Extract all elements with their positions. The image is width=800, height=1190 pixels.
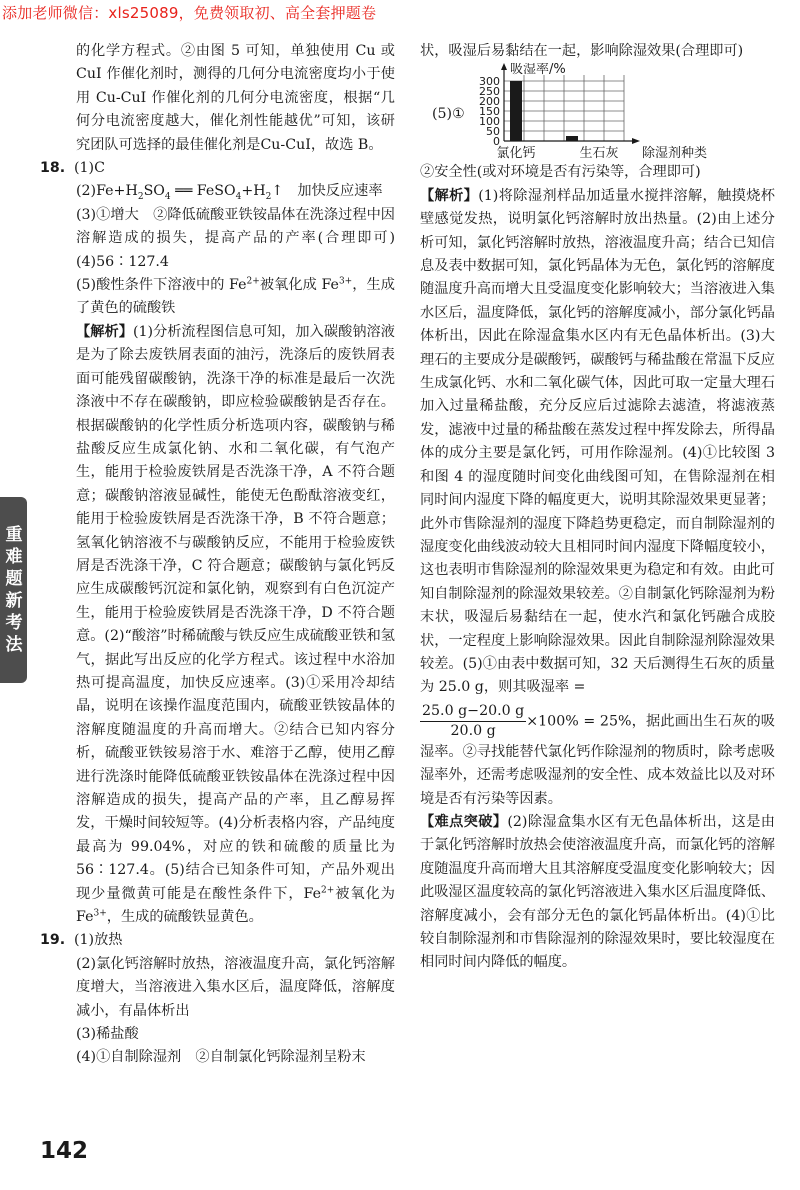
section-tab-char: 考 bbox=[5, 613, 23, 633]
bar bbox=[510, 81, 522, 141]
question-number-18: 18. bbox=[40, 160, 66, 177]
section-tab-char: 新 bbox=[5, 591, 23, 611]
y-tick-label: 300 bbox=[479, 75, 500, 89]
y-axis-arrow bbox=[501, 63, 507, 70]
x-axis-arrow bbox=[632, 138, 640, 144]
watermark: 添加老师微信：xls25089，免费领取初、高全套押题卷 bbox=[2, 4, 377, 22]
answer-18-part-2: $(2)Fe+H_2SO_4$ ══ $FeSO_4+H_2↑$ 加快反应速率 bbox=[76, 183, 383, 203]
x-tick-label: 生石灰 bbox=[579, 146, 619, 162]
key-point-tag: 【难点突破】 bbox=[420, 813, 508, 830]
y-tick-label: 250 bbox=[479, 85, 500, 99]
y-tick-label: 200 bbox=[479, 95, 500, 109]
x-tick-label: 氯化钙 bbox=[496, 146, 536, 162]
answer-19-part-2: (2)氯化钙溶解时放热，溶液温度升高，氯化钙溶解度增大，当溶液进入集水区后，温度降低，溶解度减小，有晶体析出 bbox=[76, 955, 395, 1019]
y-tick-label: 50 bbox=[486, 125, 500, 139]
absorption-fraction bbox=[420, 702, 526, 741]
absorption-rate-bar-chart bbox=[460, 63, 760, 161]
fraction-numerator: 25.0 g−20.0 g bbox=[420, 702, 526, 722]
answer-18-part-3: (3)①增大 ②降低硫酸亚铁铵晶体在洗涤过程中因溶解造成的损失，提高产品的产率(合理即可) (4)56∶127.4 bbox=[76, 206, 410, 270]
section-tab-char: 难 bbox=[5, 547, 23, 567]
bar bbox=[566, 136, 578, 141]
y-axis-label: 吸湿率/% bbox=[510, 63, 566, 78]
question-number-19: 19. bbox=[40, 932, 66, 949]
y-tick-label: 100 bbox=[479, 115, 500, 129]
left-column bbox=[40, 40, 410, 1070]
fraction-denominator: 20.0 g bbox=[450, 722, 496, 739]
answer-19-part-1: (1)放热 bbox=[74, 932, 123, 949]
answer-19-part-3: (3)稀盐酸 bbox=[76, 1026, 139, 1043]
answer-19-part-4-cont: 状，吸湿后易黏结在一起，影响除湿效果(合理即可) bbox=[420, 43, 744, 59]
right-column bbox=[420, 40, 775, 975]
key-point: 【难点突破】(2)除湿盒集水区有无色晶体析出，这是由于氯化钙溶解时放热会使溶液温度升高，而氯化钙的溶解度随温度升高而增大且其溶解度受温度变化影响较大；因此吸湿区温度较高的氯化钙溶液进入集水区后温度降低、溶解度减小，会有部分无色的氯化钙晶体析出。(4)①比较自制除湿剂和市售除湿剂的除湿效果时，要比较湿度在相同时间内降低的幅度。 bbox=[420, 813, 775, 971]
section-tab-char: 法 bbox=[5, 635, 23, 655]
answer-19-part-5-label: (5)① bbox=[432, 106, 465, 123]
answer-18-part-5: (5)酸性条件下溶液中的 $Fe^{2+}$被氧化成 $Fe^{3+}$，生成了黄色的硫酸铁 bbox=[76, 276, 395, 317]
answer-19-part-5-2: ②安全性(或对环境是否有污染等，合理即可) bbox=[420, 164, 701, 181]
section-tab-char: 重 bbox=[5, 525, 23, 545]
answer-18-line-1 bbox=[40, 157, 395, 180]
answer-18-part-1: (1)C bbox=[74, 160, 105, 177]
explanation-18: 【解析】(1)分析流程图信息可知，加入碳酸钠溶液是为了除去废铁屑表面的油污，洗涤后的废铁屑表面可能残留碳酸钠，洗涤干净的标准是最后一次洗涤液中不存在碳酸钠，即应检验碳酸钠是否存在。根据碳酸钠的化学性质分析选项内容，碳酸钠与稀盐酸反应生成氯化钠、水和二氧化碳，有气泡产生，能用于检验废铁屑是否洗涤干净，A 不符合题意；碳酸钠溶液显碱性，能使无色酚酞溶液变红，能用于检验废铁屑是否洗涤干净，B 不符合题意；氢氧化钠溶液不与碳酸钠反应，不能用于检验废铁屑是否洗涤干净，C 符合题意；碳酸钠与氯化钙反应生成碳酸钙沉淀和氯化钠，观察到有白色沉淀产生，能用于检验废铁屑是否洗涤干净，D 不符合题意。(2)“酸溶”时稀硫酸与铁反应生成硫酸亚铁和氢气，据此写出反应的化学方程式。该过程中水浴加热可提高温度，加快反应速率。(3)①采用冷却结晶，说明在该操作温度范围内，硫酸亚铁铵晶体的溶解度随温度的升高而增大。②结合已知内容分析，硫酸亚铁铵易溶于水、难溶于乙醇，使用乙醇进行洗涤时能降低硫酸亚铁铵晶体在洗涤过程中因溶解造成的损失，提高产品的产率，且乙醇易挥发，干燥时间较短等。(4)分析表格内容，产品纯度最高为 99.04%，对应的铁和硫酸的质量比为 56∶127.4。(5)结合已知条件可知，产品外观出现少量微黄可能是在酸性条件下，$Fe^{2+}$被氧化为 $Fe^{3+}$，生成的硫酸铁显黄色。 bbox=[76, 323, 395, 926]
explanation-19: 【解析】(1)将除湿剂样品加适量水搅拌溶解，触摸烧杯壁感觉发热，说明氯化钙溶解时放出热量。(2)由上述分析可知，氯化钙溶解时放热，溶液温度升高；结合已知信息及表中数据可知，氯化钙晶体为无色，氯化钙的溶解度随温度升高而增大且受温度变化影响较大；当溶液进入集水区后，温度降低，氯化钙的溶解度减小，部分氯化钙晶体析出，因此在除湿盒集水区内有无色晶体析出。(3)大理石的主要成分是碳酸钙，碳酸钙与稀盐酸在常温下反应生成氯化钙、水和二氧化碳气体，因此可取一定量大理石加入过量稀盐酸，充分反应后过滤除去滤渣，将滤液蒸发，滤液中过量的稀盐酸在蒸发过程中挥发除去，所得晶体的成分主要是氯化钙，可用作除湿剂。(4)①比较图 3 和图 4 的湿度随时间变化曲线图可知，在售除湿剂在相同时间内湿度下降的幅度更大，说明其除湿效果更显著；此外市售除湿剂的湿度下降趋势更稳定，而自制除湿剂的湿度变化曲线波动较大且相同时间内湿度下降幅度较小，这也表明市售除湿剂的除湿效果更为稳定和有效。由此可知自制除湿剂的除湿效果较差。②自制氯化钙除湿剂为粉末状，吸湿后易黏结在一起，使水汽和氯化钙融合成胶状，一定程度上影响除湿效果。因此自制除湿剂除湿效果较差。(5)①由表中数据可知，32 天后测得生石灰的质量为 25.0 g，则其吸湿率 = bbox=[420, 187, 775, 696]
explanation-tag: 【解析】 bbox=[420, 187, 479, 204]
section-tab-char: 题 bbox=[5, 569, 23, 589]
page-number: 142 bbox=[40, 1138, 89, 1164]
explanation-19-fraction-line: $\frac{25.0 g-20.0 g}{20.0 g}$ ×100% = 25%，据此画出生石灰的吸湿率。②寻找能替代氯化钙作除湿剂的物质时，除考虑吸湿率外，还需考虑吸湿剂的安全性、成本效益比以及对环境是否有污染等因素。 bbox=[420, 702, 775, 807]
explanation-tag: 【解析】 bbox=[76, 323, 133, 340]
answer-19-line-1 bbox=[40, 929, 395, 952]
answer-19-part-4: (4)①自制除湿剂 ②自制氯化钙除湿剂呈粉末 bbox=[76, 1049, 366, 1066]
x-axis-label: 除湿剂种类 bbox=[642, 146, 708, 162]
chart-block bbox=[420, 63, 775, 161]
y-tick-label: 150 bbox=[479, 105, 500, 119]
section-tab bbox=[0, 497, 27, 683]
y-tick-label: 0 bbox=[493, 135, 500, 149]
paragraph-continuation: 的化学方程式。②由图 5 可知，单独使用 Cu 或 CuI 作催化剂时，测得的几何分电流密度均小于使用 Cu-CuI 作催化剂的几何分电流密度，根据“几何分电流密度越大，催化剂性能越优”可知，该研究团队可选择的最佳催化剂是Cu-CuI，故选 B。 bbox=[76, 43, 395, 153]
